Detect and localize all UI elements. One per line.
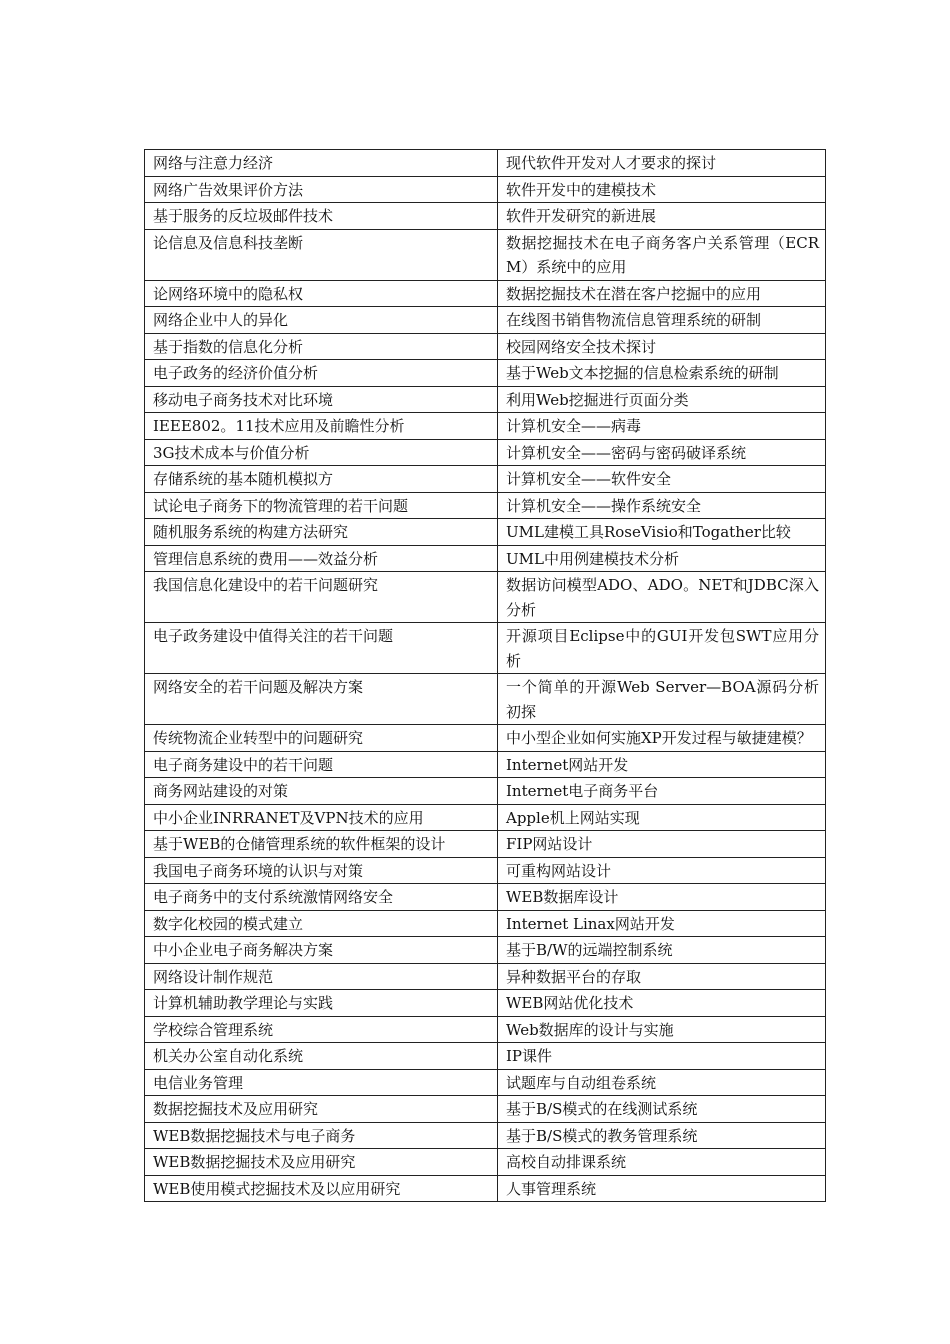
topic-cell-right: 开源项目Eclipse中的GUI开发包SWT应用分析 bbox=[498, 623, 826, 674]
topic-cell-right: Apple机上网站实现 bbox=[498, 804, 826, 831]
topic-cell-right: 校园网络安全技术探讨 bbox=[498, 333, 826, 360]
table-row bbox=[145, 857, 826, 884]
topic-cell-left: 数字化校园的模式建立 bbox=[145, 910, 498, 937]
topic-cell-left: 论信息及信息科技垄断 bbox=[145, 229, 498, 280]
topic-cell-left: 网络与注意力经济 bbox=[145, 150, 498, 177]
table-row bbox=[145, 674, 826, 725]
table-row bbox=[145, 1149, 826, 1176]
table-row bbox=[145, 1096, 826, 1123]
topic-cell-right: 中小型企业如何实施XP开发过程与敏捷建模？ bbox=[498, 725, 826, 752]
table-row bbox=[145, 413, 826, 440]
topic-cell-right: 软件开发研究的新进展 bbox=[498, 203, 826, 230]
topic-cell-left: 网络企业中人的异化 bbox=[145, 307, 498, 334]
table-row bbox=[145, 280, 826, 307]
topic-cell-left: 计算机辅助教学理论与实践 bbox=[145, 990, 498, 1017]
topic-cell-right: UML中用例建模技术分析 bbox=[498, 545, 826, 572]
topic-cell-left: 传统物流企业转型中的问题研究 bbox=[145, 725, 498, 752]
topic-cell-right: Internet网站开发 bbox=[498, 751, 826, 778]
table-row bbox=[145, 176, 826, 203]
topic-cell-right: 可重构网站设计 bbox=[498, 857, 826, 884]
topic-cell-right: 试题库与自动组卷系统 bbox=[498, 1069, 826, 1096]
topic-cell-left: 基于WEB的仓储管理系统的软件框架的设计 bbox=[145, 831, 498, 858]
table-row bbox=[145, 545, 826, 572]
topic-cell-right: 基于B/S模式的在线测试系统 bbox=[498, 1096, 826, 1123]
topic-cell-left: 基于服务的反垃圾邮件技术 bbox=[145, 203, 498, 230]
table-row bbox=[145, 990, 826, 1017]
topic-cell-right: 软件开发中的建模技术 bbox=[498, 176, 826, 203]
table-row bbox=[145, 963, 826, 990]
table-row bbox=[145, 884, 826, 911]
table-row bbox=[145, 1175, 826, 1202]
topic-cell-left: 中小企业电子商务解决方案 bbox=[145, 937, 498, 964]
table-row bbox=[145, 804, 826, 831]
topic-cell-left: 随机服务系统的构建方法研究 bbox=[145, 519, 498, 546]
table-row bbox=[145, 778, 826, 805]
topic-cell-left: 电子政务建设中值得关注的若干问题 bbox=[145, 623, 498, 674]
table-row bbox=[145, 1069, 826, 1096]
topic-cell-left: 试论电子商务下的物流管理的若干问题 bbox=[145, 492, 498, 519]
topic-cell-left: 网络广告效果评价方法 bbox=[145, 176, 498, 203]
table-row bbox=[145, 492, 826, 519]
topic-cell-left: 商务网站建设的对策 bbox=[145, 778, 498, 805]
topic-cell-right: WEB数据库设计 bbox=[498, 884, 826, 911]
topic-cell-left: 移动电子商务技术对比环境 bbox=[145, 386, 498, 413]
topic-cell-left: 电子商务建设中的若干问题 bbox=[145, 751, 498, 778]
topic-cell-right: 计算机安全——密码与密码破译系统 bbox=[498, 439, 826, 466]
topic-cell-right: Internet电子商务平台 bbox=[498, 778, 826, 805]
table-row bbox=[145, 333, 826, 360]
topic-cell-left: 我国电子商务环境的认识与对策 bbox=[145, 857, 498, 884]
topic-cell-right: 计算机安全——病毒 bbox=[498, 413, 826, 440]
table-row bbox=[145, 751, 826, 778]
topic-cell-left: 我国信息化建设中的若干问题研究 bbox=[145, 572, 498, 623]
topic-cell-right: 基于B/W的远端控制系统 bbox=[498, 937, 826, 964]
table-row bbox=[145, 439, 826, 466]
table-row bbox=[145, 466, 826, 493]
topic-cell-right: 数据挖掘技术在潜在客户挖掘中的应用 bbox=[498, 280, 826, 307]
topic-cell-right: 基于B/S模式的教务管理系统 bbox=[498, 1122, 826, 1149]
table-row bbox=[145, 229, 826, 280]
topic-cell-left: 网络设计制作规范 bbox=[145, 963, 498, 990]
topic-cell-left: 3G技术成本与价值分析 bbox=[145, 439, 498, 466]
topic-cell-left: 电信业务管理 bbox=[145, 1069, 498, 1096]
topic-cell-left: 机关办公室自动化系统 bbox=[145, 1043, 498, 1070]
table-row bbox=[145, 831, 826, 858]
topic-cell-right: FIP网站设计 bbox=[498, 831, 826, 858]
topic-cell-right: 数据挖掘技术在电子商务客户关系管理（ECRM）系统中的应用 bbox=[498, 229, 826, 280]
table-row bbox=[145, 1043, 826, 1070]
topic-cell-right: Internet Linax网站开发 bbox=[498, 910, 826, 937]
topic-cell-left: 基于指数的信息化分析 bbox=[145, 333, 498, 360]
topic-table-body bbox=[145, 150, 826, 1202]
table-row bbox=[145, 360, 826, 387]
topic-cell-left: IEEE802。11技术应用及前瞻性分析 bbox=[145, 413, 498, 440]
table-row bbox=[145, 203, 826, 230]
topic-cell-left: 电子政务的经济价值分析 bbox=[145, 360, 498, 387]
topic-cell-right: Web数据库的设计与实施 bbox=[498, 1016, 826, 1043]
table-row bbox=[145, 725, 826, 752]
topic-cell-left: WEB数据挖掘技术及应用研究 bbox=[145, 1149, 498, 1176]
topic-cell-left: 网络安全的若干问题及解决方案 bbox=[145, 674, 498, 725]
topic-cell-right: 一个简单的开源Web Server—BOA源码分析初探 bbox=[498, 674, 826, 725]
table-row bbox=[145, 386, 826, 413]
topic-cell-right: 在线图书销售物流信息管理系统的研制 bbox=[498, 307, 826, 334]
table-row bbox=[145, 623, 826, 674]
table-row bbox=[145, 910, 826, 937]
topic-cell-right: 异种数据平台的存取 bbox=[498, 963, 826, 990]
topic-cell-right: IP课件 bbox=[498, 1043, 826, 1070]
topic-cell-right: UML建模工具RoseVisio和Togather比较 bbox=[498, 519, 826, 546]
topic-cell-left: WEB数据挖掘技术与电子商务 bbox=[145, 1122, 498, 1149]
table-row bbox=[145, 1016, 826, 1043]
topic-cell-right: 利用Web挖掘进行页面分类 bbox=[498, 386, 826, 413]
table-row bbox=[145, 519, 826, 546]
topic-cell-right: 计算机安全——软件安全 bbox=[498, 466, 826, 493]
topic-cell-left: 学校综合管理系统 bbox=[145, 1016, 498, 1043]
table-row bbox=[145, 1122, 826, 1149]
topic-cell-right: 计算机安全——操作系统安全 bbox=[498, 492, 826, 519]
topic-cell-left: 论网络环境中的隐私权 bbox=[145, 280, 498, 307]
topic-cell-right: 现代软件开发对人才要求的探讨 bbox=[498, 150, 826, 177]
topic-cell-left: 存储系统的基本随机模拟方 bbox=[145, 466, 498, 493]
table-row bbox=[145, 150, 826, 177]
topic-cell-left: 数据挖掘技术及应用研究 bbox=[145, 1096, 498, 1123]
topic-cell-right: 基于Web文本挖掘的信息检索系统的研制 bbox=[498, 360, 826, 387]
topic-table bbox=[144, 149, 826, 1202]
topic-cell-left: 中小企业INRRANET及VPN技术的应用 bbox=[145, 804, 498, 831]
table-row bbox=[145, 937, 826, 964]
topic-cell-left: WEB使用模式挖掘技术及以应用研究 bbox=[145, 1175, 498, 1202]
topic-cell-right: 人事管理系统 bbox=[498, 1175, 826, 1202]
topic-cell-left: 电子商务中的支付系统激情网络安全 bbox=[145, 884, 498, 911]
topic-cell-left: 管理信息系统的费用——效益分析 bbox=[145, 545, 498, 572]
topic-cell-right: 数据访问模型ADO、ADO。NET和JDBC深入分析 bbox=[498, 572, 826, 623]
table-row bbox=[145, 572, 826, 623]
table-row bbox=[145, 307, 826, 334]
topic-cell-right: 高校自动排课系统 bbox=[498, 1149, 826, 1176]
topic-cell-right: WEB网站优化技术 bbox=[498, 990, 826, 1017]
